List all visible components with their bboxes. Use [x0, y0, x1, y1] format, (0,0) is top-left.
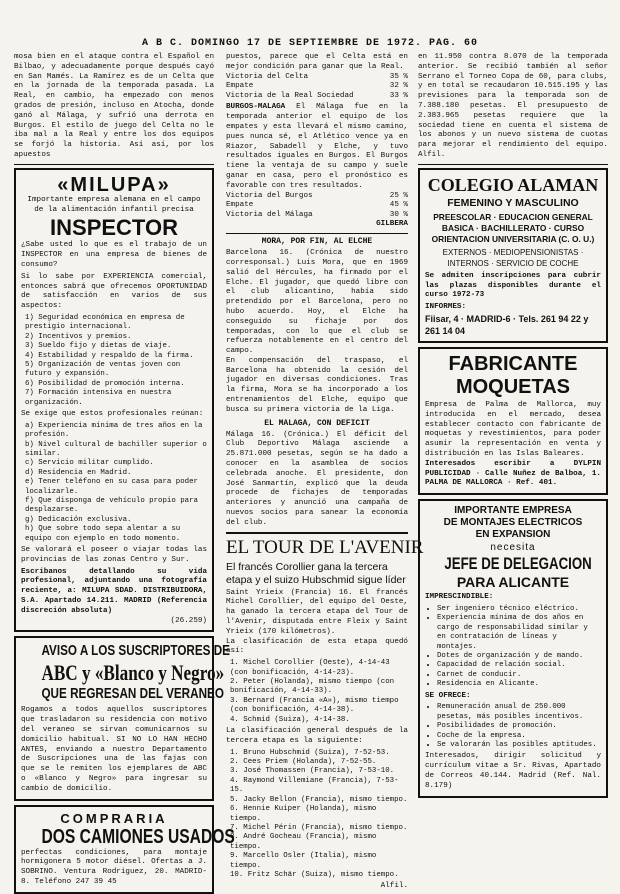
moquetas-line2: MOQUETAS	[455, 375, 571, 398]
list-item: 1. Bruno Hubschmid (Suiza), 7-52-53.	[230, 748, 390, 757]
alaman-levels: PREESCOLAR · EDUCACION GENERAL BASICA · BACHILLERATO · CURSO ORIENTACION UNIVERSITARIA (C. O. U.)	[431, 211, 595, 244]
list-item: 5. Jacky Bellon (Francia), mismo tiempo.	[230, 795, 408, 804]
list-item: • Coche de la empresa.	[437, 732, 601, 741]
table-cell: 25 %	[389, 191, 408, 200]
milupa-note: Se valorará el poseer o viajar todas las provincias de las zonas Centro y Sur.	[21, 546, 207, 564]
milupa-requirements	[21, 422, 207, 544]
table-cell: 45 %	[389, 201, 408, 210]
list-item: • Carnet de conducir.	[437, 671, 601, 680]
alaman-kind: FEMENINO Y MASCULINO	[447, 196, 579, 209]
divider	[418, 164, 608, 165]
divider	[226, 233, 408, 234]
table-row	[226, 211, 408, 221]
list-item: • Ser ingeniero técnico eléctrico.	[437, 605, 601, 614]
page-header: A B C. DOMINGO 17 DE SEPTIEMBRE DE 1972. PAG. 60	[141, 38, 479, 49]
tour-subheading: El francés Corollier gana la tercera etapa y el suizo Hubschmid sigue líder	[226, 560, 406, 586]
table-cell: 32 %	[389, 82, 408, 91]
milupa-benefits	[21, 314, 207, 408]
camiones-line1: COMPRARIA	[60, 810, 168, 826]
alaman-address: Fiisar, 4 · MADRID-6 · Tels. 261 94 22 y 261 14 04	[425, 313, 589, 336]
camiones-line2: DOS CAMIONES USADOS	[41, 825, 235, 848]
empresa-line2: DE MONTAJES ELECTRICOS	[443, 517, 583, 529]
article-continuation: mosa bien en el ataque contra el Español en Bilbao, y adecuadamente porque después cayó en San Mamés. La Ramírez es de un Celta que en la jornada de la temporada pasada. La Real, en cambio, ha empezado con menos grados de presión, incluso en Atocha, donde ganó al Málaga, y sufrió una derrota en Burgos. El estilo de juego del Celta no le iba mal a la Real y entre los dos equipos se forjó la historia. Así así, por los apuestos	[14, 53, 214, 159]
byline: Alfil.	[380, 882, 408, 891]
abc-notice-line2: ABC y «Blanco y Negro»	[41, 660, 225, 686]
table-cell: Victoria de la Real Sociedad	[226, 91, 354, 100]
list-item: • Capacidad de relación social.	[437, 661, 601, 670]
list-item: • Dotes de organización y de mando.	[437, 652, 601, 661]
table-cell: Victoria del Celta	[226, 72, 309, 81]
mora-heading: MORA, POR FIN, AL ELCHE	[261, 237, 373, 247]
table-cell: 30 %	[389, 210, 408, 219]
list-item: 1) Seguridad económica en empresa de prestigio internacional.	[25, 313, 185, 332]
alaman-admission: Se admiten inscripciones para cubrir las plazas disponibles durante el curso 1972-73	[425, 271, 601, 300]
tour-general-lead: La clasificación general después de la tercera etapa es la siguiente:	[226, 727, 408, 745]
column-right	[418, 53, 608, 837]
empresa-line6: PARA ALICANTE	[456, 574, 570, 591]
list-item: • Se valorarán las posibles aptitudes.	[437, 741, 601, 750]
divider	[226, 532, 408, 534]
list-item: • Remuneración anual de 250.000 pesetas, más posibles incentivos.	[437, 703, 601, 722]
table-cell: Empate	[226, 201, 254, 210]
moquetas-body: Empresa de Palma de Mallorca, muy introducida en el mercado, desea establecer contacto con fabricante de moquetas y revestimientos, para poder asumir la representación en venta y distribución en las Islas Baleares.	[425, 400, 601, 458]
milupa-lead: Importante empresa alemana en el campo de la alimentación infantil precisa	[27, 195, 201, 214]
list-item: h) Que sobre todo sepa alentar a su equipo con ejemplo en todo momento.	[25, 525, 181, 543]
camiones-ad	[14, 805, 235, 894]
camiones-body: perfectas condiciones, para montaje hormigonera 5 motor diésel. Ofertas a J. SOBRINO. Ventura Rodríguez, 20. MADRID-8. Teléfono 247 39 45	[21, 848, 207, 887]
list-item: 10. Fritz Schär (Suiza), mismo tiempo.	[230, 870, 399, 879]
burgos-heading: BURGOS-MALAGA	[226, 103, 286, 112]
list-item: e) Tener teléfono en su casa para poder localizarle.	[25, 478, 198, 496]
list-item: 3) Sueldo fijo y dietas de viaje.	[25, 342, 172, 351]
table-row	[226, 73, 408, 83]
list-item: 1. Michel Corollier (Oeste), 4-14-43 (con bonificación, 4-14-23).	[230, 659, 390, 677]
list-item: b) Nivel cultural de bachiller superior o similar.	[25, 440, 207, 459]
alaman-info-label: INFORMES:	[425, 303, 467, 312]
general-results	[226, 749, 408, 881]
milupa-ref: (26.259)	[170, 616, 207, 625]
moquetas-contact: Interesados escribir a DYLPIN PUBLICIDAD · Calle Nuñez de Balboa, 1. PALMA DE MALLORCA · Ref. 401.	[425, 459, 601, 488]
empresa-ad	[418, 499, 608, 797]
empresa-line5: JEFE DE DELEGACION	[444, 554, 592, 574]
list-item: • Experiencia mínima de dos años en cargo de responsabilidad similar y en contratación de líneas y montajes.	[437, 614, 601, 652]
list-item: 4. Raymond Villemiane (Francia), 7-53-15.	[230, 776, 399, 795]
list-item: • Posibilidades de promoción.	[437, 722, 601, 731]
abc-notice-line3: QUE REGRESAN DEL VERANEO	[41, 685, 224, 703]
burgos-text: El Málaga fue en la temporada anterior el equipo de los empates y esta llevará el mismo camino, pues nunca sé, el Atlético vence ya en Riazor, Sabadell y Elche, y tuvo resultados iguales en Burgos. El Burgos tiene la ventaja de su campo y suele ganar en casa, pero el pronóstico es favorable con tres resultados.	[226, 103, 408, 190]
tour-heading: EL TOUR DE L'AVENIR	[226, 536, 424, 558]
empresa-offers	[425, 703, 601, 750]
empresa-line4: necesita	[490, 542, 536, 554]
mora-text-2: En compensación del traspaso, el Barcelona ha obtenido la cesión del jugador en diversas condiciones. Tras la firma, Mora se ha incorporado a los entrenamientos del Elche, equipo que busca su primera victoria de la Liga.	[226, 356, 408, 414]
milupa-ad	[14, 168, 214, 633]
article-continuation: en 11.950 contra 8.070 de la temporada anterior. Se recibió también al señor Serrano el Torneo Copa de 60, para clubs, y en total se recaudaron 10.515.195 y las previsiones para la temporada son de 7.388.180 pesetas. El presupuesto de 2.383.965 pesetas requiere que la sociedad tiene en cuenta el sistema de los abonos y un nuevo sistema de cuotas para mejorar el rendimiento del equipo. Alfil.	[418, 53, 608, 159]
alaman-modes: EXTERNOS · MEDIOPENSIONISTAS · INTERNOS · SERVICIO DE COCHE	[442, 247, 584, 268]
moquetas-line1: FABRICANTE	[448, 352, 578, 375]
list-item: 7) Formación intensiva en nuestra organización.	[25, 389, 172, 407]
tour-results-lead: La clasificación de esta etapa quedó así:	[226, 637, 408, 656]
forecast-table-celta	[226, 73, 408, 102]
list-item: 2. Cees Priem (Holanda), 7-52-55.	[230, 758, 377, 767]
divider	[14, 164, 214, 165]
table-cell: Victoria del Burgos	[226, 191, 313, 200]
list-item: 8. André Gocheau (Francia), mismo tiempo.	[230, 833, 377, 851]
list-item: f) Que disponga de vehículo propio para desplazarse.	[25, 497, 198, 515]
malaga-text: Málaga 16. (Crónica.) El déficit del Club Deportivo Málaga asciende a 25.871.000 pesetas, según se ha dado a conocer en la asamblea de socios celebrada anoche. El presidente, don José Sanmartín, explicó que la deuda procede de fichajes de temporadas anteriores y anunció una campaña de nuevos socios para sanear la economía del club.	[226, 430, 408, 527]
column-middle	[226, 53, 424, 891]
tour-text: Saint Yrieix (Francia) 16. El francés Michel Corollier, del equipo del Oeste, ha ganado la tercera etapa del Tour de l'Avenir, disputada entre Fleix y Saint Yrieix (170 kilómetros).	[226, 588, 408, 636]
stage-results	[226, 659, 408, 725]
list-item: 2) Incentivos y premios.	[25, 332, 132, 341]
abc-notice-line1: AVISO A LOS SUSCRIPTORES DE	[41, 642, 231, 660]
table-cell: 33 %	[389, 91, 408, 100]
list-item: a) Experiencia mínima de tres años en la profesión.	[25, 421, 203, 440]
table-row	[226, 82, 408, 92]
list-item: 9. Marcello Osler (Italia), mismo tiempo.	[230, 852, 377, 870]
table-row	[226, 201, 408, 211]
list-item: 3. José Thomassen (Francia), 7-53-10.	[230, 767, 395, 776]
list-item: 2. Peter (Holanda), mismo tiempo (con bonificación, 4-14-33).	[230, 678, 395, 696]
empresa-offer-heading: SE OFRECE:	[425, 691, 471, 700]
list-item: 4) Estabilidad y respaldo de la firma.	[25, 351, 194, 360]
list-item: c) Servicio militar cumplido.	[25, 459, 154, 468]
quiniela-intro: puestos, parece que el Celta está en mejor condición para ganar que la Real.	[226, 53, 408, 71]
list-item: 6) Posibilidad de promoción interna.	[25, 379, 185, 388]
forecast-table-burgos	[226, 192, 408, 221]
empresa-line1: IMPORTANTE EMPRESA	[454, 505, 572, 517]
moquetas-ad	[418, 347, 608, 495]
alaman-ad	[418, 168, 608, 343]
table-row	[226, 92, 408, 102]
malaga-heading: EL MALAGA, CON DEFICIT	[264, 418, 370, 428]
abc-notice-ad	[14, 636, 231, 800]
list-item: 6. Hennie Kuiper (Holanda), mismo tiempo.	[230, 805, 377, 823]
list-item: 7. Michel Périn (Francia), mismo tiempo.	[230, 823, 408, 832]
list-item: g) Dedicación exclusiva.	[25, 515, 132, 524]
mora-text: Barcelona 16. (Crónica de nuestro corresponsal.) Luis Mora, que en 1969 salió del Hércules, ha firmado por el Elche. El jugador, que quedó libre con el club alicantino, había sido pretendido por el Barcelona, pero no hubo acuerdo. Hoy, el Elche ha conseguido su fichaje por dos temporadas, con lo que el club se refuerza notablemente en el centro del campo.	[226, 249, 408, 356]
list-item: 5) Organización de ventas joven con futuro y expansión.	[25, 360, 181, 379]
list-item: 3. Bernard (Francia «A»), mismo tiempo (con bonificación, 4-14-38).	[230, 696, 399, 715]
empresa-line3: EN EXPANSION	[475, 529, 551, 541]
empresa-contact: Interesados, dirigir solicitud y currículum vitae a Sr. Rivas, Apartado de Correos 40.144. Madrid (Ref. Nal. 8.179)	[425, 752, 601, 790]
table-row	[226, 192, 408, 202]
abc-notice-body: Rogamos a todos aquellos suscriptores que trasladaron su residencia con motivo del veraneo se sirvan comunicarnos su domicilio habitual. SI NO LO HAN HECHO ANTES, enviando a nuestro Departamento de Suscripciones una de las fajas con que se le remiten los ejemplares de ABC o «Blanco y Negro» para ingresar su cambio de domicilio.	[21, 706, 207, 793]
milupa-offer: Si lo sabe por EXPERIENCIA comercial, entonces sabrá que ofrecemos OPORTUNIDAD de satisfacción en varios de sus aspectos:	[21, 272, 207, 311]
byline: GILBERA	[376, 220, 408, 229]
list-item: • Residencia en Alicante.	[437, 680, 601, 689]
empresa-req-heading: IMPRESCINDIBLE:	[425, 593, 494, 602]
milupa-brand: «MILUPA»	[57, 173, 171, 196]
empresa-requirements	[425, 605, 601, 690]
table-cell: 35 %	[389, 72, 408, 81]
milupa-role: INSPECTOR	[50, 215, 178, 241]
table-cell: Empate	[226, 82, 254, 91]
list-item: 4. Schmid (Suiza), 4-14-38.	[230, 715, 350, 724]
milupa-contact: Escribanos detallando su vida profesional, adjuntando una fotografía reciente, a: MILUPA SDAD. DISTRIBUIDORA, S.A. Apartado 14.211. MADRID (Referencia discreción absoluta)	[21, 567, 207, 615]
alaman-name: COLEGIO ALAMAN	[427, 174, 599, 195]
list-item: d) Residencia en Madrid.	[25, 468, 132, 477]
table-cell: Victoria del Málaga	[226, 210, 313, 219]
milupa-require-lead: Se exige que estos profesionales reúnan:	[21, 410, 204, 418]
column-left	[14, 53, 235, 887]
milupa-question: ¿Sabe usted lo que es el trabajo de un INSPECTOR en una empresa de bienes de consumo?	[21, 241, 207, 269]
